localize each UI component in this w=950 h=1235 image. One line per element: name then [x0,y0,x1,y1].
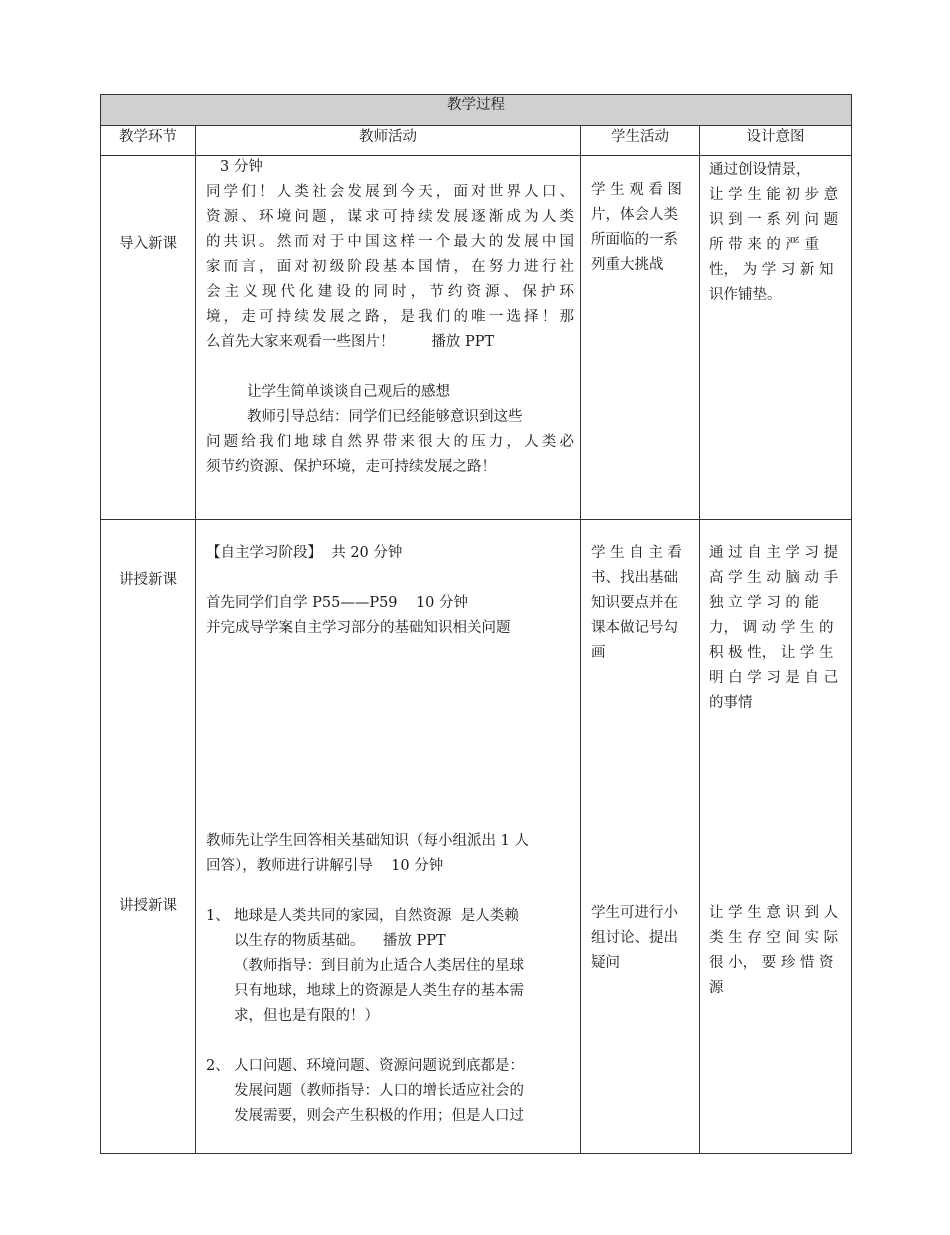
text-line: 明 白 学 习 是 自 己 [709,670,839,686]
teacher-activity-intro [196,156,581,520]
text-line: 么首先大家来观看一些图片！ 播放 PPT [206,334,495,350]
text-line: 境，走可持续发展之路，是我们的唯一选择！那 [206,309,574,325]
text-line: 源 [709,980,724,996]
text-line: 疑问 [591,955,620,971]
text-line: 只有地球，地球上的资源是人类生存的基本需 [234,983,524,999]
header-teacher-activity: 教师活动 [196,126,581,156]
text-line: 片，体会人类 [591,207,678,223]
text-line: 列重大挑战 [591,257,664,273]
text-line: 所 带 来 的 严 重 [709,237,820,253]
text-line: 让 学 生 能 初 步 意 [709,187,839,203]
stage-cell-lecture [101,520,196,1154]
text-line: 独 立 学 习 的 能 [709,595,820,611]
text-line: 高 学 生 动 脑 动 手 [709,570,839,586]
text-line: 会主义现代化建设的同时，节约资源、保护环 [206,284,574,300]
item-number: 2、 [206,1058,230,1074]
teaching-process-table [100,94,852,1154]
text-line: 通 过 自 主 学 习 提 [709,545,839,561]
phase-title: 【自主学习阶段】 共 20 分钟 [206,545,403,561]
text-line: 性， 为 学 习 新 知 [709,262,834,278]
text-line: 以生存的物质基础。 播放 PPT [234,933,446,949]
text-line: 学 生 观 看 图 [591,182,682,198]
table-title: 教学过程 [101,95,852,126]
text-line: 学 生 自 主 看 [591,545,682,561]
text-line: 通过创设情景， [709,162,811,178]
design-intent-intro [700,156,852,520]
text-line: 知识要点并在 [591,595,678,611]
text-line: 教师先让学生回答相关基础知识（每小组派出 1 人 [206,833,529,849]
text-line: 所面临的一系 [591,232,678,248]
text-line: 同学们！人类社会发展到今天，面对世界人口、 [206,184,574,200]
text-line: 识 到 一 系 列 问 题 [709,212,839,228]
text-line: 识作铺垫。 [709,287,782,303]
stage-label: 讲授新课 [119,898,177,914]
list-item [206,904,574,1029]
text-line: 让 学 生 意 识 到 人 [709,905,839,921]
stage-label: 导入新课 [119,236,177,252]
text-line: 问题给我们地球自然界带来很大的压力，人类必 [206,434,574,450]
text-line: 地球是人类共同的家园，自然资源 是人类赖 [234,908,519,924]
text-line: 的共识。然而对于中国这样一个最大的发展中国 [206,234,574,250]
self-study-note: 首先同学们自学 P55——P59 10 分钟 [206,595,469,611]
discussion-prompt: 让学生简单谈谈自己观后的感想 [247,384,450,400]
time-note: 3 分钟 [220,159,263,175]
text-line: 发展需要，则会产生积极的作用；但是人口过 [234,1108,524,1124]
header-stage: 教学环节 [101,126,196,156]
student-activity-lecture [581,520,700,1154]
text-line: 求，但也是有限的！） [234,1008,379,1024]
stage-label: 讲授新课 [119,572,177,588]
item-number: 1、 [206,908,230,924]
header-design-intent: 设计意图 [700,126,852,156]
text-line: 学生可进行小 [591,905,678,921]
text-line: 课本做记号勾 [591,620,678,636]
student-activity-intro [581,156,700,520]
text-line: （教师指导：到目前为止适合人类居住的星球 [234,958,524,974]
text-line: 书、找出基础 [591,570,678,586]
text-line: 教师引导总结：同学们已经能够意识到这些 [247,409,523,425]
text-line: 发展问题（教师指导：人口的增长适应社会的 [234,1083,524,1099]
teacher-activity-lecture [196,520,581,1154]
text-line: 人口问题、环境问题、资源问题说到底都是： [234,1058,524,1074]
text-line: 力， 调 动 学 生 的 [709,620,834,636]
text-line: 并完成导学案自主学习部分的基础知识相关问题 [206,620,511,636]
text-line: 须节约资源、保护环境，走可持续发展之路！ [206,459,496,475]
text-line: 组讨论、提出 [591,930,678,946]
text-line: 的事情 [709,695,753,711]
text-line: 积 极 性， 让 学 生 [709,645,834,661]
text-line: 很 小， 要 珍 惜 资 [709,955,834,971]
text-line: 家而言，面对初级阶段基本国情，在努力进行社 [206,259,574,275]
header-student-activity: 学生活动 [581,126,700,156]
stage-cell-intro [101,156,196,520]
text-line: 回答），教师进行讲解引导 10 分钟 [206,858,444,874]
text-line: 画 [591,645,606,661]
design-intent-lecture [700,520,852,1154]
text-line: 类 生 存 空 间 实 际 [709,930,839,946]
list-item [206,1054,574,1129]
lesson-plan-page [100,94,851,1154]
text-line: 资源、环境问题，谋求可持续发展逐渐成为人类 [206,209,574,225]
